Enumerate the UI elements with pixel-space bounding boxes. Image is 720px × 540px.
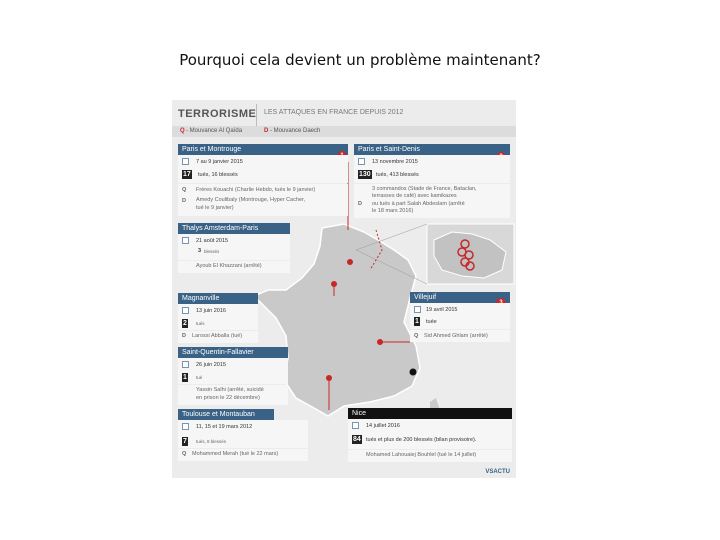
- infographic-header: TERRORISME: [178, 108, 257, 120]
- dot-paris: [347, 259, 353, 265]
- box-title-magnanville: Magnanville: [178, 293, 258, 304]
- legend-q-text: - Mouvance Al Qaïda: [186, 128, 243, 134]
- infographic-subheader: LES ATTAQUES EN FRANCE DEPUIS 2012: [264, 109, 404, 116]
- legend-d-letter: D: [264, 128, 269, 134]
- perp-nice: Mohamed Lahouaiej Bouhlel (tué le 14 juillet): [366, 452, 477, 458]
- date-saint-quentin: 26 juin 2015: [196, 362, 226, 368]
- calendar-icon: [182, 423, 189, 430]
- count-paris-montrouge: 17: [183, 171, 191, 178]
- legend: [172, 126, 516, 137]
- date-paris-montrouge: 7 au 9 janvier 2015: [196, 159, 243, 165]
- count-saint-quentin: 1: [183, 374, 187, 381]
- casualties-nice: tués et plus de 200 blessés (bilan provisoire).: [366, 437, 477, 443]
- dot-magnanville: [331, 281, 337, 287]
- calendar-icon: [182, 158, 189, 165]
- box-title-thalys: Thalys Amsterdam-Paris: [178, 223, 290, 234]
- box-title-villejuif: Villejuif: [410, 292, 510, 303]
- tag-q-villejuif: Q: [414, 333, 419, 339]
- box-body-saint-quentin: [178, 358, 288, 384]
- box-body-thalys: [178, 234, 290, 260]
- tag-q-toulouse: Q: [182, 451, 187, 457]
- count-magnanville: 2: [183, 320, 187, 327]
- perp-paris-montrouge-2: Amedy Coulibaly (Montrouge, Hyper Cacher,: [196, 197, 306, 203]
- perp-saint-denis-4: le 18 mars 2016): [372, 208, 414, 214]
- tag-d-saint-denis: D: [358, 201, 362, 207]
- date-magnanville: 13 juin 2016: [196, 308, 226, 314]
- count-thalys: 3: [198, 248, 202, 254]
- casualties-saint-quentin: tué: [196, 375, 203, 380]
- calendar-icon: [182, 307, 189, 314]
- dot-nice: [410, 369, 417, 376]
- perp-thalys: Ayoub El Khazzani (arrêté): [196, 263, 262, 269]
- perp-paris-montrouge-1: Frères Kouachi (Charlie Hebdo, tués le 9 janvier): [196, 187, 316, 193]
- dot-toulouse: [326, 375, 332, 381]
- casualties-paris-saint-denis: tués, 413 blessés: [376, 172, 419, 178]
- perp-toulouse: Mohammed Merah (tué le 22 mars): [192, 451, 279, 457]
- date-toulouse: 11, 15 et 19 mars 2012: [196, 424, 253, 430]
- source-logo: VSACTU: [485, 469, 510, 475]
- perp-villejuif: Sid Ahmed Ghlam (arrêté): [424, 333, 488, 339]
- box-title-nice: Nice: [348, 408, 512, 419]
- count-nice: 84: [353, 436, 361, 443]
- count-paris-saint-denis: 130: [359, 171, 371, 178]
- legend-q-letter: Q: [180, 128, 185, 134]
- casualties-magnanville: tués: [196, 321, 205, 326]
- box-body-villejuif: [410, 303, 510, 329]
- tag-d-magnanville: D: [182, 333, 186, 339]
- tag-d-paris-montrouge: D: [182, 198, 186, 204]
- box-title-toulouse: Toulouse et Montauban: [178, 409, 274, 420]
- casualties-toulouse: tués, 8 blessés: [196, 439, 227, 444]
- casualties-thalys: blessés: [204, 249, 220, 254]
- legend-d-text: - Mouvance Daech: [270, 128, 321, 134]
- calendar-icon: [414, 306, 421, 313]
- box-title-paris-saint-denis: Paris et Saint-Denis: [354, 144, 510, 155]
- box-title-paris-montrouge: Paris et Montrouge: [178, 144, 348, 155]
- date-nice: 14 juillet 2016: [366, 423, 400, 429]
- calendar-icon: [358, 158, 365, 165]
- box-title-saint-quentin: Saint-Quentin-Fallavier: [178, 347, 288, 358]
- perp-saint-denis-2: terrasses de café) avec kamikazes: [372, 193, 457, 199]
- casualties-villejuif: tuée: [426, 319, 437, 325]
- date-villejuif: 19 avril 2015: [426, 307, 458, 313]
- perp-saint-denis-3: ou tués à part Salah Abdeslam (arrêté: [372, 201, 465, 207]
- calendar-icon: [352, 422, 359, 429]
- calendar-icon: [182, 361, 189, 368]
- casualties-paris-montrouge: tués, 16 blessés: [198, 172, 238, 178]
- perp-paris-montrouge-3: tué le 9 janvier): [196, 205, 234, 211]
- slide-title: Pourquoi cela devient un problème maintenant?: [179, 51, 541, 69]
- count-toulouse: 7: [183, 438, 187, 445]
- calendar-icon: [182, 237, 189, 244]
- perp-magnanville: Larossi Abballa (tué): [192, 333, 243, 339]
- perp-saint-quentin-1: Yassin Salhi (arrêté, suicidé: [196, 387, 264, 393]
- tag-q-paris-montrouge: Q: [182, 187, 187, 193]
- infographic: [172, 100, 516, 478]
- perp-saint-denis-1: 3 commandos (Stade de France, Bataclan,: [372, 186, 477, 192]
- count-villejuif: 1: [415, 318, 419, 325]
- header-divider: [256, 104, 257, 126]
- perp-saint-quentin-2: en prison le 22 décembre): [196, 395, 260, 401]
- dot-villejuif: [377, 339, 383, 345]
- date-paris-saint-denis: 13 novembre 2015: [372, 159, 418, 165]
- date-thalys: 21 août 2015: [196, 238, 229, 244]
